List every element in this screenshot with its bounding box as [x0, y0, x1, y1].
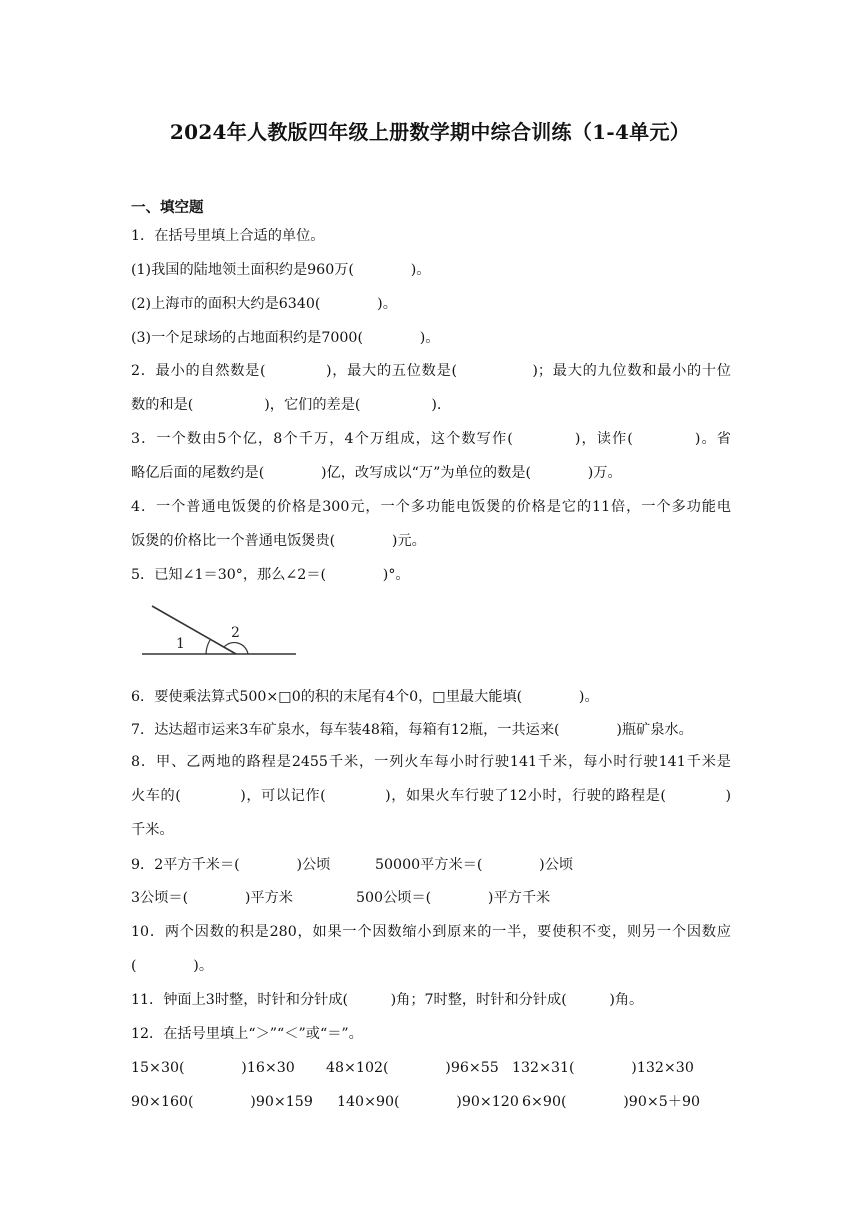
question-9-item-4: 500公顷＝( )平方千米	[356, 890, 551, 906]
question-3-line-2: 略亿后面的尾数约是( )亿，改写成以“万”为单位的数是( )万。	[131, 465, 622, 481]
angle-ray	[152, 606, 236, 654]
question-12-row-2	[131, 1092, 731, 1112]
question-12-stem: 12．在括号里填上“＞”“＜”或“＝”。	[131, 1026, 363, 1042]
question-1-stem: 1．在括号里填上合适的单位。	[131, 228, 325, 244]
question-9-row-1	[131, 855, 731, 875]
angle-2-label: 2	[231, 625, 240, 641]
question-2-line-2: 数的和是( )，它们的差是( ).	[131, 397, 442, 413]
question-2-line-1: 2．最小的自然数是( )，最大的五位数是( )；最大的九位数和最小的十位	[131, 363, 731, 379]
question-5: 5．已知∠1＝30°，那么∠2＝( )°。	[131, 567, 410, 583]
angle-2-arc	[224, 643, 248, 654]
section-heading: 一、填空题	[131, 200, 204, 216]
question-3-line-1: 3．一个数由5个亿，8个千万，4个万组成，这个数写作( )，读作( )。省	[131, 431, 731, 447]
question-6: 6．要使乘法算式500×□0的积的末尾有4个0，□里最大能填( )。	[131, 689, 599, 705]
question-11: 11．钟面上3时整，时针和分针成( )角；7时整，时针和分针成( )角。	[131, 992, 644, 1008]
question-10-line-2: ( )。	[131, 958, 214, 974]
question-4-line-2: 饭煲的价格比一个普通电饭煲贵( )元。	[131, 533, 426, 549]
question-1b: (2)上海市的面积大约是6340( )。	[131, 296, 397, 312]
question-8-line-1: 8．甲、乙两地的路程是2455千米，一列火车每小时行驶141千米，每小时行驶141千米是	[131, 754, 731, 770]
question-9-item-1: 9．2平方千米＝( )公顷	[131, 857, 331, 873]
compare-item: 48×102( )96×55	[326, 1060, 499, 1076]
question-8-line-2: 火车的( )，可以记作( )，如果火车行驶了12小时，行驶的路程是( )	[131, 788, 731, 804]
question-7: 7．达达超市运来3车矿泉水，每车装48箱，每箱有12瓶，一共运来( )瓶矿泉水。	[131, 722, 693, 738]
compare-item: 6×90( )90×5＋90	[522, 1094, 700, 1110]
page-title: 2024年人教版四年级上册数学期中综合训练（1-4单元）	[169, 120, 691, 144]
question-1c: (3)一个足球场的占地面积约是7000( )。	[131, 330, 440, 346]
question-9-item-2: 50000平方米＝( )公顷	[375, 857, 574, 873]
angle-figure	[140, 600, 300, 660]
question-8-line-3: 千米。	[131, 822, 174, 838]
angle-1-label: 1	[176, 636, 185, 652]
question-9-item-3: 3公顷＝( )平方米	[131, 890, 293, 906]
question-4-line-1: 4．一个普通电饭煲的价格是300元，一个多功能电饭煲的价格是它的11倍，一个多功能电	[131, 499, 731, 515]
question-1a: (1)我国的陆地领土面积约是960万( )。	[131, 262, 431, 278]
angle-1-arc	[206, 640, 210, 654]
question-10-line-1: 10．两个因数的积是280，如果一个因数缩小到原来的一半，要使积不变，则另一个因数应	[131, 924, 731, 940]
question-9-row-2	[131, 888, 731, 908]
compare-item: 132×31( )132×30	[512, 1060, 694, 1076]
compare-item: 140×90( )90×120	[337, 1094, 519, 1110]
question-12-row-1	[131, 1058, 731, 1078]
compare-item: 15×30( )16×30	[131, 1060, 295, 1076]
compare-item: 90×160( )90×159	[131, 1094, 313, 1110]
